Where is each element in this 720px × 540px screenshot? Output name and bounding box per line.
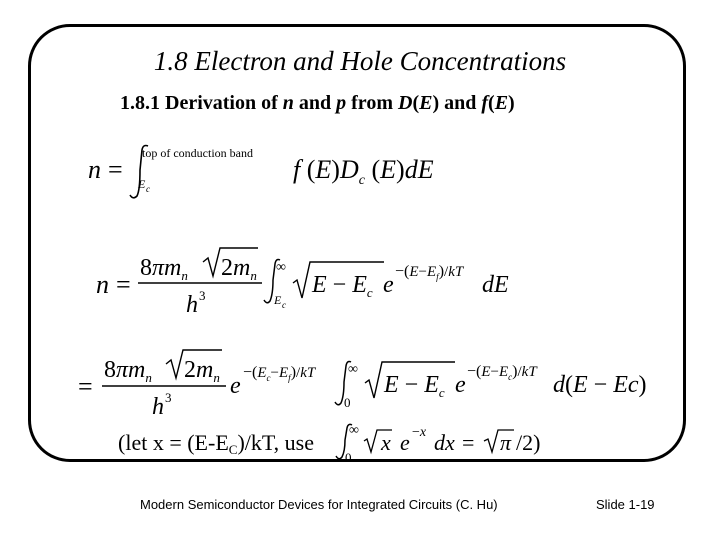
eq1-upper-limit: top of conduction band — [142, 146, 253, 160]
subtitle-n: n — [282, 92, 294, 114]
svg-text:∞: ∞ — [276, 260, 286, 275]
svg-text:e: e — [230, 373, 241, 399]
svg-text:(let x = (E-EC)/kT, use — [118, 430, 314, 457]
subtitle-and2: ) and — [432, 92, 482, 114]
subtitle-p: p — [336, 92, 347, 114]
svg-text:−x: −x — [412, 425, 427, 440]
svg-text:f (E)Dc (E)dE: f $(E)D_c$ (E)dE — [293, 155, 434, 188]
svg-text:e: e — [455, 372, 466, 398]
svg-text:−(E−Ec)/kT: $-(E-E_c)/kT$ — [467, 363, 537, 382]
subtitle-D: D — [397, 92, 413, 114]
svg-text:∞: ∞ — [349, 423, 359, 438]
svg-text:=: = — [116, 270, 131, 299]
svg-text:−(Ec−Ef)/kT: $-(E_c-E_f)/kT$ — [243, 364, 316, 383]
svg-text:π: π — [500, 430, 512, 455]
slide-subtitle: 1.8.1 Derivation of n and p from D(E) and f(E) — [120, 92, 515, 114]
svg-text:=: = — [108, 155, 123, 184]
svg-text:h: h — [152, 394, 164, 420]
svg-text:0: 0 — [345, 450, 352, 465]
svg-text:E − Ec: $E - E_c$ — [312, 272, 373, 300]
svg-text:/2): /2) — [516, 430, 541, 455]
subtitle-from: from — [346, 92, 398, 114]
svg-text:e: e — [400, 430, 410, 455]
svg-text:2mn: $2m_n$ — [184, 357, 220, 385]
subtitle-E1: E — [419, 92, 433, 114]
svg-text:e: e — [383, 272, 394, 298]
eq4-sub: C — [228, 442, 238, 457]
svg-text:n: n — [96, 270, 109, 299]
svg-text:d(E − Ec): d(E − Ec) — [553, 372, 647, 398]
svg-text:=: = — [78, 372, 93, 401]
svg-text:8πmn: $8\pi m_n$ — [140, 255, 188, 283]
svg-text:h: h — [186, 292, 198, 318]
subtitle-prefix: 1.8.1 Derivation of — [120, 92, 283, 114]
svg-text:=: = — [462, 430, 475, 455]
svg-text:3: 3 — [199, 288, 206, 303]
subtitle-and: and — [293, 92, 337, 114]
slide-title: 1.8 Electron and Hole Concentrations — [153, 46, 567, 76]
svg-text:0: 0 — [344, 395, 351, 410]
svg-text:n: n — [88, 155, 101, 184]
svg-text:dE: dE — [482, 272, 509, 298]
svg-text:E − Ec: $E - E_c$ — [384, 372, 445, 400]
svg-text:x: x — [381, 430, 391, 455]
svg-text:−(E−Ef)/kT: $-(E-E_f)/kT$ — [395, 263, 464, 282]
svg-text:∞: ∞ — [348, 362, 358, 377]
svg-text:dx: dx — [434, 430, 455, 455]
slide-number: Slide 1-19 — [596, 497, 655, 512]
footer-text: Modern Semiconductor Devices for Integrated Circuits (C. Hu) — [140, 497, 498, 512]
svg-text:3: 3 — [165, 390, 172, 405]
svg-text:8πmn: $8\pi m_n$ — [104, 357, 152, 385]
svg-text:E: E — [274, 293, 282, 307]
subtitle-f: f — [481, 92, 489, 114]
eq4-prefix: (let x = (E-E — [118, 430, 229, 455]
svg-text:2mn: $2m_n$ — [221, 255, 257, 283]
subtitle-E2: E — [494, 92, 509, 114]
svg-text:E: E — [138, 177, 146, 191]
svg-text:c: c — [282, 300, 286, 310]
svg-text:c: c — [146, 184, 150, 194]
eq4-mid: )/kT, use — [237, 430, 315, 455]
